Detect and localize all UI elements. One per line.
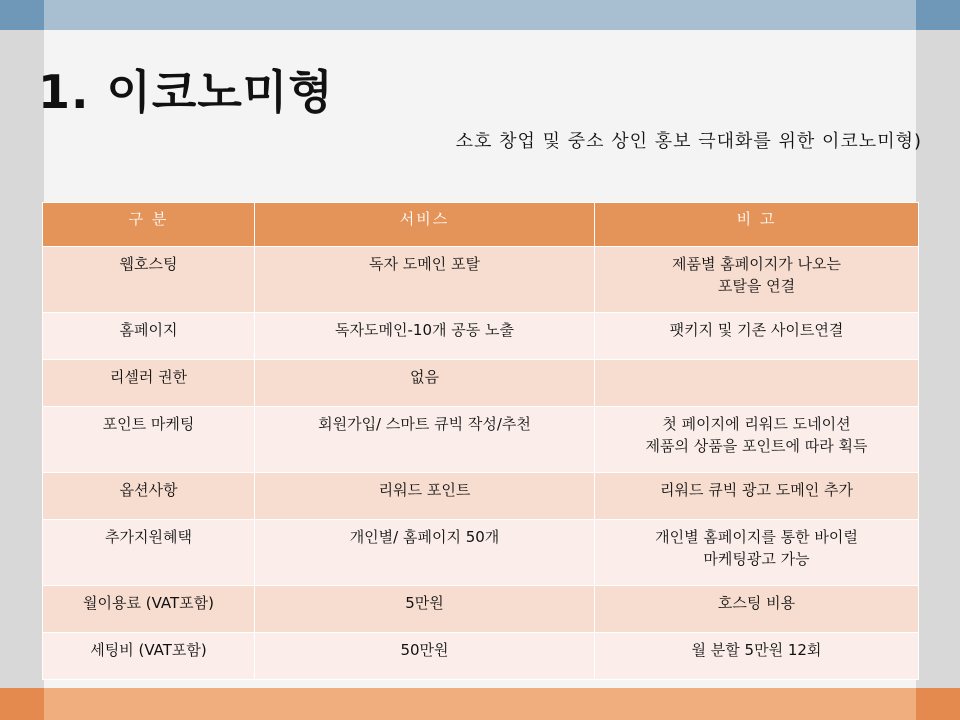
note-line: 개인별 홈페이지를 통한 바이럴 bbox=[655, 528, 858, 546]
row-category: 웹호스팅 bbox=[43, 247, 255, 313]
table-row bbox=[43, 586, 919, 633]
note-line: 마케팅광고 가능 bbox=[703, 550, 810, 568]
row-service: 없음 bbox=[255, 360, 595, 407]
table-row bbox=[43, 633, 919, 680]
top-decor-band bbox=[0, 0, 960, 30]
row-service: 독자 도메인 포탈 bbox=[255, 247, 595, 313]
table-row bbox=[43, 360, 919, 407]
row-category: 포인트 마케팅 bbox=[43, 407, 255, 473]
service-table-wrap bbox=[42, 202, 918, 680]
table-row bbox=[43, 247, 919, 313]
note-line: 팻키지 및 기존 사이트연결 bbox=[669, 321, 844, 339]
header-category: 구 분 bbox=[43, 203, 255, 247]
row-category: 세팅비 (VAT포함) bbox=[43, 633, 255, 680]
bottom-right-decor bbox=[916, 688, 960, 720]
row-note bbox=[595, 247, 919, 313]
slide-title: 1. 이코노미형 bbox=[38, 65, 334, 119]
bottom-left-decor bbox=[0, 688, 44, 720]
row-category: 홈페이지 bbox=[43, 313, 255, 360]
row-service: 50만원 bbox=[255, 633, 595, 680]
row-category: 옵션사항 bbox=[43, 473, 255, 520]
row-category: 리셀러 권한 bbox=[43, 360, 255, 407]
row-note bbox=[595, 407, 919, 473]
note-line: 월 분할 5만원 12회 bbox=[691, 641, 822, 659]
note-line: 제품별 홈페이지가 나오는 bbox=[672, 255, 841, 273]
table-header-row bbox=[43, 203, 919, 247]
table-row bbox=[43, 520, 919, 586]
row-service: 5만원 bbox=[255, 586, 595, 633]
top-left-decor bbox=[0, 0, 44, 30]
table-row bbox=[43, 407, 919, 473]
right-decor-strip bbox=[916, 30, 960, 688]
row-note bbox=[595, 520, 919, 586]
row-note bbox=[595, 360, 919, 407]
row-note bbox=[595, 586, 919, 633]
note-line: 포탈을 연결 bbox=[717, 277, 796, 295]
row-service: 리워드 포인트 bbox=[255, 473, 595, 520]
left-decor-strip bbox=[0, 30, 44, 688]
table-row bbox=[43, 473, 919, 520]
row-service: 개인별/ 홈페이지 50개 bbox=[255, 520, 595, 586]
table-row bbox=[43, 313, 919, 360]
slide-subtitle: 소호 창업 및 중소 상인 홍보 극대화를 위한 이코노미형) bbox=[455, 131, 922, 152]
row-service: 회원가입/ 스마트 큐빅 작성/추천 bbox=[255, 407, 595, 473]
note-line: 첫 페이지에 리워드 도네이션 bbox=[662, 415, 851, 433]
note-line: 리워드 큐빅 광고 도메인 추가 bbox=[660, 481, 853, 499]
row-note bbox=[595, 313, 919, 360]
row-note bbox=[595, 633, 919, 680]
row-service: 독자도메인-10개 공동 노출 bbox=[255, 313, 595, 360]
service-table bbox=[42, 202, 919, 680]
note-line: 제품의 상품을 포인트에 따라 획득 bbox=[645, 437, 868, 455]
row-note bbox=[595, 473, 919, 520]
top-right-decor bbox=[916, 0, 960, 30]
note-line: 호스팅 비용 bbox=[717, 594, 796, 612]
bottom-decor-band bbox=[0, 688, 960, 720]
header-note: 비 고 bbox=[595, 203, 919, 247]
row-category: 추가지원혜택 bbox=[43, 520, 255, 586]
header-service: 서비스 bbox=[255, 203, 595, 247]
row-category: 월이용료 (VAT포함) bbox=[43, 586, 255, 633]
